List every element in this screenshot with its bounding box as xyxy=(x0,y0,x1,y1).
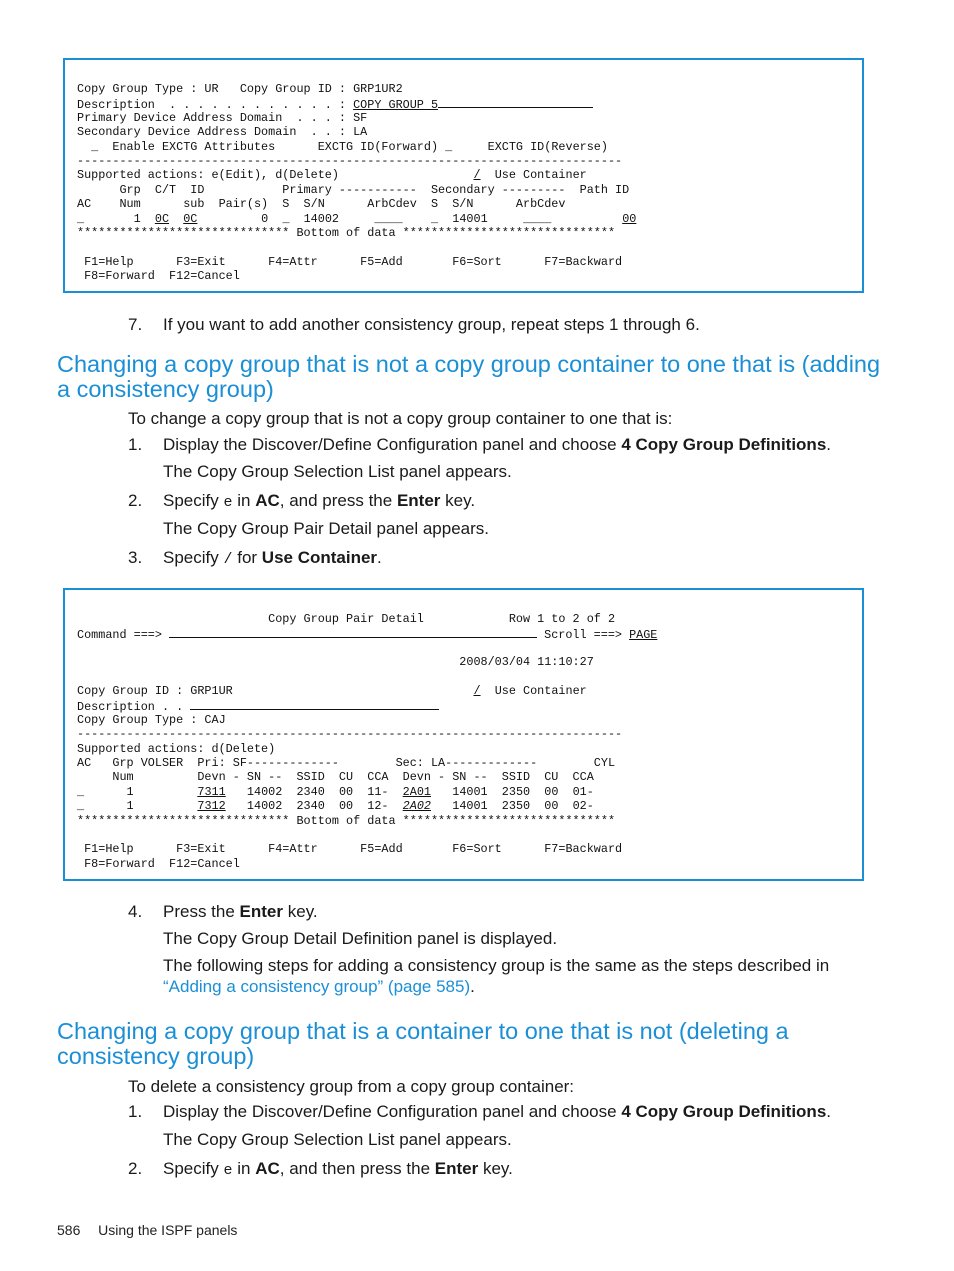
table-row xyxy=(77,799,594,813)
use-container-label: Use Container xyxy=(480,168,587,183)
terminal-panel-copy-group-pair-detail xyxy=(63,588,864,881)
row-values: 14001 2350 00 01- xyxy=(431,784,594,799)
primary-devn-field[interactable]: 7311 xyxy=(197,784,226,799)
column-header: Grp C/T ID Primary ----------- Secondary --------- Path ID xyxy=(77,182,630,197)
exctg-forward-field[interactable]: _ xyxy=(445,139,453,154)
use-container-field[interactable]: / xyxy=(473,168,481,183)
step-result: The Copy Group Selection List panel appears. xyxy=(163,1130,512,1149)
row-action-field[interactable]: _ 1 xyxy=(77,211,155,226)
step-note: The following steps for adding a consistency group is the same as the steps described in xyxy=(163,956,830,975)
step-number: 7. xyxy=(128,315,143,334)
page-number: 586 xyxy=(57,1222,81,1238)
separator: ----------------------------------------------------------------------------- xyxy=(77,154,623,168)
scroll-label: Scroll ===> xyxy=(537,628,630,643)
terminal-text xyxy=(77,612,658,871)
term-line xyxy=(77,168,587,182)
copy-group-id: Copy Group ID : GRP1UR xyxy=(77,684,474,698)
text: . xyxy=(826,1102,832,1121)
text: key. xyxy=(283,902,318,921)
step-text xyxy=(163,434,831,455)
intro-paragraph: To delete a consistency group from a copy group container: xyxy=(128,1077,575,1096)
command-label: Command ===> xyxy=(77,628,170,643)
step-text xyxy=(163,1101,831,1122)
path-id-field[interactable]: 00 xyxy=(622,211,637,226)
separator: ----------------------------------------------------------------------------- xyxy=(77,727,623,742)
description-label: Description . . xyxy=(77,700,191,715)
text: Press the xyxy=(163,902,240,921)
description-field[interactable]: COPY GROUP 5 xyxy=(353,98,439,113)
function-keys: F8=Forward F12=Cancel xyxy=(77,856,240,871)
text: . xyxy=(377,548,382,567)
text: , and then press the xyxy=(279,1159,435,1178)
term-line xyxy=(77,140,608,154)
function-keys: F1=Help F3=Exit F4=Attr F5=Add F6=Sort F7=Backward xyxy=(77,842,623,857)
function-keys: F1=Help F3=Exit F4=Attr F5=Add F6=Sort F7=Backward xyxy=(77,254,623,269)
text: Specify xyxy=(163,1159,224,1178)
table-row xyxy=(77,785,594,799)
text: Display the Discover/Define Configuration panel and choose xyxy=(163,1102,622,1121)
sub-field[interactable]: 0C xyxy=(183,211,198,226)
menu-option: 4 Copy Group Definitions xyxy=(621,435,827,454)
term-line xyxy=(77,684,587,698)
primary-arbcdev-field[interactable]: ____ xyxy=(374,211,403,226)
text: . xyxy=(826,435,832,454)
term-line: Secondary Device Address Domain . . : LA xyxy=(77,125,368,140)
function-keys: F8=Forward F12=Cancel xyxy=(77,269,240,284)
ct-field[interactable]: 0C xyxy=(154,211,170,226)
code: e xyxy=(223,494,233,511)
cross-reference-link[interactable]: “Adding a consistency group” (page 585) xyxy=(163,977,471,996)
term-line: Primary Device Address Domain . . . : SF xyxy=(77,110,368,125)
step-number: 2. xyxy=(128,1159,143,1178)
step-number: 3. xyxy=(128,548,143,567)
row-values: _ 14001 xyxy=(402,211,524,226)
term-label: Description . . . . . . . . . . . . : xyxy=(77,98,354,113)
step-number: 2. xyxy=(128,491,143,510)
text: , and press the xyxy=(279,491,397,510)
step-number: 1. xyxy=(128,435,143,454)
secondary-arbcdev-field[interactable]: ____ xyxy=(523,211,552,226)
step-number: 1. xyxy=(128,1102,143,1121)
key-name: Enter xyxy=(434,1159,479,1178)
code: e xyxy=(223,1162,233,1179)
secondary-devn-field[interactable]: 2A02 xyxy=(402,799,431,814)
text: key. xyxy=(440,491,476,510)
section-heading: Changing a copy group that is a container to one that is not (deleting a consistency group) xyxy=(57,1018,789,1069)
text: Display the Discover/Define Configuration panel and choose xyxy=(163,435,622,454)
panel-title-line: Copy Group Pair Detail Row 1 to 2 of 2 xyxy=(77,612,616,626)
intro-paragraph: To change a copy group that is not a copy group container to one that is: xyxy=(128,409,673,428)
primary-devn-field[interactable]: 7312 xyxy=(197,799,226,814)
supported-actions: Supported actions: d(Delete) xyxy=(77,741,276,756)
spacer xyxy=(551,212,622,226)
column-header: Num Devn - SN -- SSID CU CCA Devn - SN -- SSID CU CCA xyxy=(77,770,594,785)
description-input[interactable] xyxy=(190,698,439,710)
bottom-of-data: ****************************** Bottom of data ****************************** xyxy=(77,226,616,240)
use-container-field[interactable]: / xyxy=(473,684,481,698)
code: / xyxy=(223,551,233,568)
text: Specify xyxy=(163,548,224,567)
description-field-blank[interactable] xyxy=(438,96,593,108)
row-action-field[interactable]: _ 1 xyxy=(77,784,198,799)
row-values: 14001 2350 00 02- xyxy=(431,799,594,814)
key-name: Enter xyxy=(396,491,441,510)
timestamp: 2008/03/04 11:10:27 xyxy=(77,655,594,670)
text: in xyxy=(232,1159,256,1178)
enable-exctg-option[interactable]: _ Enable EXCTG Attributes EXCTG ID(Forward) xyxy=(77,139,446,154)
spacer xyxy=(169,212,183,226)
page-footer xyxy=(57,1222,237,1238)
command-input[interactable] xyxy=(169,626,537,638)
terminal-text xyxy=(77,82,637,298)
row-action-field[interactable]: _ 1 xyxy=(77,799,198,814)
step-text xyxy=(163,547,382,570)
row-values: 14002 2340 00 11- xyxy=(225,784,403,799)
terminal-panel-copy-group-detail xyxy=(63,58,864,293)
field-name: AC xyxy=(255,491,280,510)
scroll-input[interactable]: PAGE xyxy=(629,628,658,643)
secondary-devn-field[interactable]: 2A01 xyxy=(402,784,431,799)
step-number: 4. xyxy=(128,902,143,921)
step-text xyxy=(163,490,475,513)
menu-option: 4 Copy Group Definitions xyxy=(621,1102,827,1121)
row-values: 14002 2340 00 12- xyxy=(225,799,403,814)
column-header: AC Num sub Pair(s) S S/N ArbCdev S S/N ArbCdev xyxy=(77,197,566,212)
text: in xyxy=(232,491,256,510)
step-result: The Copy Group Detail Definition panel is displayed. xyxy=(163,929,558,948)
step-text xyxy=(163,901,318,922)
footer-title: Using the ISPF panels xyxy=(98,1222,238,1238)
text: . xyxy=(470,977,475,996)
table-row xyxy=(77,212,636,226)
term-line: Copy Group Type : CAJ xyxy=(77,712,226,727)
term-line: Copy Group Type : UR Copy Group ID : GRP1UR2 xyxy=(77,82,403,96)
supported-actions: Supported actions: e(Edit), d(Delete) xyxy=(77,168,474,183)
bottom-of-data: ****************************** Bottom of data ****************************** xyxy=(77,813,616,828)
step-text: If you want to add another consistency group, repeat steps 1 through 6. xyxy=(163,315,700,334)
key-name: Enter xyxy=(239,902,284,921)
column-header: AC Grp VOLSER Pri: SF------------- Sec: LA------------- CYL xyxy=(77,756,616,770)
exctg-reverse-label: EXCTG ID(Reverse) xyxy=(452,139,608,154)
term-line xyxy=(77,626,657,642)
text: key. xyxy=(478,1159,513,1178)
text: Specify xyxy=(163,491,224,510)
step-result: The Copy Group Pair Detail panel appears. xyxy=(163,519,490,538)
step-text xyxy=(163,1158,513,1181)
field-name: Use Container xyxy=(261,548,378,567)
text: for xyxy=(232,548,262,567)
step-note xyxy=(163,976,475,997)
field-name: AC xyxy=(255,1159,280,1178)
use-container-label: Use Container xyxy=(480,684,587,698)
step-result: The Copy Group Selection List panel appears. xyxy=(163,462,512,481)
section-heading: Changing a copy group that is not a copy group container to one that is (adding a consistency group) xyxy=(57,351,881,402)
row-values: 0 _ 14002 xyxy=(197,211,375,226)
